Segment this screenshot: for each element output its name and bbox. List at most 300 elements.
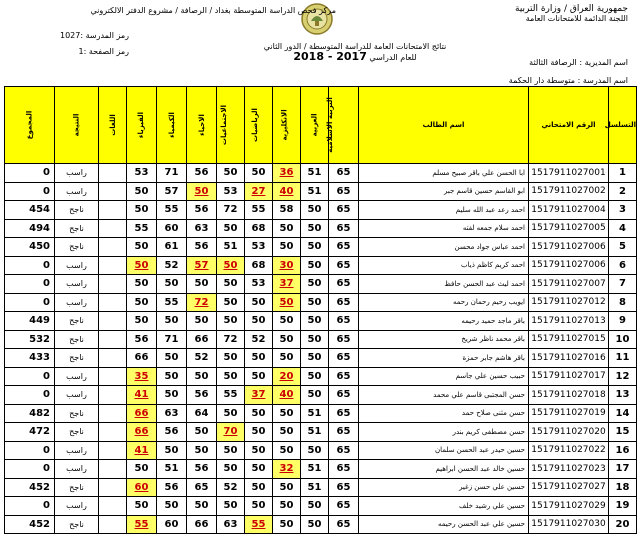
subject-score: 50 [245, 293, 273, 312]
subject-score: 50 [127, 256, 157, 275]
subject-score: 37 [245, 386, 273, 405]
subject-score [99, 275, 127, 294]
subject-score [99, 182, 127, 201]
subject-score [99, 478, 127, 497]
subject-score: 50 [273, 478, 301, 497]
column-header-label: الرياضيات [251, 108, 260, 142]
total-score: 532 [5, 330, 55, 349]
subject-score: 50 [127, 182, 157, 201]
row-seq: 3 [609, 201, 637, 220]
subject-score: 51 [301, 478, 329, 497]
subject-score: 60 [157, 219, 187, 238]
subject-score: 65 [329, 460, 359, 479]
exam-number: 1517911027027 [529, 478, 609, 497]
subject-score: 50 [245, 478, 273, 497]
column-header-label: الفيزياء [137, 111, 146, 139]
result-status: راسب [55, 275, 99, 294]
subject-score: 72 [217, 201, 245, 220]
subject-score: 57 [187, 256, 217, 275]
exam-number: 1517911027013 [529, 312, 609, 331]
total-score: 452 [5, 478, 55, 497]
subject-score: 20 [273, 367, 301, 386]
student-name: حسين علي حسن زغير [359, 478, 529, 497]
subject-score: 50 [217, 164, 245, 183]
table-row [5, 201, 637, 220]
result-status: ناجح [55, 478, 99, 497]
subject-score: 50 [245, 441, 273, 460]
result-status: ناجح [55, 349, 99, 368]
subject-score: 61 [157, 238, 187, 257]
subject-score: 52 [245, 330, 273, 349]
column-header [157, 87, 187, 164]
subject-score: 55 [157, 201, 187, 220]
subject-score: 57 [157, 182, 187, 201]
subject-score: 50 [217, 349, 245, 368]
column-header-label: الكيمياء [167, 112, 176, 138]
exam-number: 1517911027007 [529, 275, 609, 294]
row-seq: 5 [609, 238, 637, 257]
subject-score: 66 [127, 423, 157, 442]
subject-score: 50 [157, 349, 187, 368]
subject-score: 50 [301, 515, 329, 534]
subject-score: 36 [273, 164, 301, 183]
row-seq: 8 [609, 293, 637, 312]
table-row [5, 312, 637, 331]
subject-score: 50 [245, 497, 273, 516]
subject-score [99, 256, 127, 275]
total-score: 482 [5, 404, 55, 423]
subject-score: 41 [127, 386, 157, 405]
total-score: 0 [5, 293, 55, 312]
subject-score: 50 [217, 367, 245, 386]
total-score: 0 [5, 275, 55, 294]
subject-score: 58 [273, 201, 301, 220]
student-name: حسن المجتبى قاسم علي محمد [359, 386, 529, 405]
subject-score: 65 [329, 275, 359, 294]
subject-score [99, 312, 127, 331]
column-header [301, 87, 329, 164]
school-value: متوسطة دار الحكمة [508, 76, 576, 85]
row-seq: 9 [609, 312, 637, 331]
result-status: راسب [55, 293, 99, 312]
exam-number: 1517911027016 [529, 349, 609, 368]
subject-score: 50 [245, 423, 273, 442]
student-name: حسين حيدر عبد الحسن سلمان [359, 441, 529, 460]
subject-score: 40 [273, 182, 301, 201]
student-name: احمد سلام جمعه لفته [359, 219, 529, 238]
subject-score [99, 238, 127, 257]
student-name: حسين علي رشيد خلف [359, 497, 529, 516]
subject-score: 66 [187, 515, 217, 534]
subject-score: 66 [127, 349, 157, 368]
student-name: حسن مصطفى كريم بندر [359, 423, 529, 442]
table-row [5, 441, 637, 460]
total-score: 494 [5, 219, 55, 238]
table-row [5, 423, 637, 442]
total-score: 450 [5, 238, 55, 257]
subject-score: 65 [329, 515, 359, 534]
subject-score: 50 [273, 497, 301, 516]
subject-score: 32 [273, 460, 301, 479]
column-header-label: العربية [310, 113, 319, 137]
subject-score: 72 [187, 293, 217, 312]
subject-score: 50 [187, 275, 217, 294]
subject-score: 50 [301, 349, 329, 368]
subject-score: 50 [157, 497, 187, 516]
subject-score: 64 [187, 404, 217, 423]
subject-score: 50 [217, 441, 245, 460]
subject-score: 56 [187, 386, 217, 405]
subject-score: 51 [301, 164, 329, 183]
school-info-block [509, 54, 628, 90]
column-header [187, 87, 217, 164]
subject-score: 50 [127, 238, 157, 257]
subject-score: 50 [245, 349, 273, 368]
result-status: راسب [55, 441, 99, 460]
subject-score: 50 [217, 275, 245, 294]
subject-score: 65 [329, 386, 359, 405]
subject-score [99, 386, 127, 405]
subject-score: 55 [157, 293, 187, 312]
column-header [359, 87, 529, 164]
subject-score: 56 [187, 238, 217, 257]
subject-score: 50 [273, 312, 301, 331]
subject-score: 50 [273, 349, 301, 368]
subject-score [99, 423, 127, 442]
header-center-info [36, 6, 336, 16]
student-name: باقر هاشم جابر حمزة [359, 349, 529, 368]
subject-score: 41 [127, 441, 157, 460]
exam-number: 1517911027006 [529, 238, 609, 257]
subject-score: 50 [157, 441, 187, 460]
school-code-value: 1027 [60, 31, 81, 40]
subject-score: 50 [157, 312, 187, 331]
column-header-label: الرقم الامتحاني [541, 121, 596, 129]
total-score: 472 [5, 423, 55, 442]
student-name: احمد ليث عبد الحسن حافظ [359, 275, 529, 294]
exam-number: 1517911027023 [529, 460, 609, 479]
student-name: حسين علي عبد الحسن رحيمه [359, 515, 529, 534]
subject-score: 65 [329, 182, 359, 201]
subject-score: 30 [273, 256, 301, 275]
subject-score: 50 [301, 219, 329, 238]
school-label: اسم المدرسة : [577, 76, 628, 85]
column-header-label: التسلسل [604, 121, 636, 129]
subject-score: 50 [217, 497, 245, 516]
total-score: 0 [5, 441, 55, 460]
result-status: راسب [55, 367, 99, 386]
column-header-label: اللغات [108, 114, 117, 136]
table-row [5, 275, 637, 294]
page-code-label: رمز الصفحة : [83, 47, 130, 56]
column-header [529, 87, 609, 164]
subject-score: 65 [329, 497, 359, 516]
subject-score: 50 [301, 256, 329, 275]
student-name: حبيب حسين علي جاسم [359, 367, 529, 386]
table-row [5, 219, 637, 238]
student-name: حسين خالد عبد الحسن ابراهيم [359, 460, 529, 479]
subject-score: 50 [187, 312, 217, 331]
subject-score: 65 [329, 219, 359, 238]
total-score: 454 [5, 201, 55, 220]
exam-number: 1517911027019 [529, 404, 609, 423]
subject-score: 55 [245, 515, 273, 534]
exam-number: 1517911027015 [529, 330, 609, 349]
subject-score: 52 [157, 256, 187, 275]
subject-score: 50 [301, 275, 329, 294]
subject-score: 68 [245, 256, 273, 275]
row-seq: 18 [609, 478, 637, 497]
student-name: ابا الحسن علي باقر صبيح مسلم [359, 164, 529, 183]
subject-score: 72 [217, 330, 245, 349]
row-seq: 15 [609, 423, 637, 442]
subject-score: 65 [329, 312, 359, 331]
subject-score: 50 [217, 256, 245, 275]
ministry-line: جمهورية العراق / وزارة التربية [515, 4, 628, 14]
subject-score: 50 [245, 312, 273, 331]
row-seq: 10 [609, 330, 637, 349]
column-header [127, 87, 157, 164]
result-status: ناجح [55, 238, 99, 257]
column-header-label: اسم الطالب [422, 121, 465, 129]
header-ministry [515, 4, 628, 24]
subject-score: 65 [329, 293, 359, 312]
student-name: حسن مثنى صلاح حمد [359, 404, 529, 423]
subject-score: 51 [157, 460, 187, 479]
result-status: راسب [55, 460, 99, 479]
subject-score: 50 [127, 497, 157, 516]
column-header-label: الانكليزية [280, 109, 289, 141]
result-status: ناجح [55, 219, 99, 238]
subject-score: 35 [127, 367, 157, 386]
subject-score: 52 [187, 349, 217, 368]
year-label: للعام الدراسي [369, 53, 417, 62]
subject-score: 71 [157, 164, 187, 183]
exam-number: 1517911027030 [529, 515, 609, 534]
subject-score: 65 [329, 367, 359, 386]
total-score: 0 [5, 367, 55, 386]
row-seq: 4 [609, 219, 637, 238]
subject-score [99, 460, 127, 479]
table-row [5, 367, 637, 386]
subject-score: 66 [187, 330, 217, 349]
subject-score: 65 [329, 478, 359, 497]
center-line: مركز فحص الدراسة المتوسطة بغداد / الرصافة / مشروع الدفتر الالكتروني [90, 6, 336, 15]
subject-score: 50 [273, 238, 301, 257]
subject-score: 65 [329, 238, 359, 257]
subject-score [99, 219, 127, 238]
row-seq: 16 [609, 441, 637, 460]
subject-score: 55 [127, 219, 157, 238]
subject-score: 50 [187, 497, 217, 516]
exam-number: 1517911027004 [529, 201, 609, 220]
subject-score: 65 [329, 349, 359, 368]
subject-score [99, 330, 127, 349]
subject-score: 65 [329, 423, 359, 442]
column-header-label: الاحياء [197, 114, 206, 136]
total-score: 0 [5, 164, 55, 183]
subject-score: 65 [329, 404, 359, 423]
subject-score: 50 [245, 404, 273, 423]
subject-score: 65 [187, 478, 217, 497]
row-seq: 6 [609, 256, 637, 275]
subject-score: 50 [127, 275, 157, 294]
result-status: راسب [55, 386, 99, 405]
subject-score [99, 293, 127, 312]
subject-score: 55 [127, 515, 157, 534]
column-header [5, 87, 55, 164]
subject-score: 50 [157, 386, 187, 405]
subject-score: 50 [273, 293, 301, 312]
subject-score: 50 [157, 367, 187, 386]
column-header [326, 87, 359, 164]
result-status: راسب [55, 182, 99, 201]
subject-score: 50 [301, 497, 329, 516]
subject-score: 50 [127, 312, 157, 331]
student-name: احمد رعد عبد الله سليم [359, 201, 529, 220]
column-header [55, 87, 99, 164]
result-status: راسب [55, 164, 99, 183]
exam-number: 1517911027020 [529, 423, 609, 442]
table-row [5, 404, 637, 423]
table-row [5, 238, 637, 257]
student-name: ايويب رحيم رحمان رحمه [359, 293, 529, 312]
column-header-label: النتيجة [72, 113, 81, 137]
row-seq: 12 [609, 367, 637, 386]
results-title-line: نتائج الامتحانات العامة للدراسة المتوسطة / الدور الثاني [263, 42, 447, 51]
subject-score [99, 404, 127, 423]
subject-score: 50 [301, 238, 329, 257]
subject-score: 50 [301, 441, 329, 460]
page-code-value: 1 [78, 47, 84, 56]
school-code-label: رمز المدرسة : [80, 31, 130, 40]
subject-score: 50 [127, 460, 157, 479]
subject-score: 50 [187, 441, 217, 460]
subject-score: 53 [127, 164, 157, 183]
subject-score: 56 [187, 201, 217, 220]
column-header [273, 87, 301, 164]
subject-score: 55 [217, 386, 245, 405]
subject-score [99, 497, 127, 516]
table-row [5, 293, 637, 312]
subject-score: 65 [329, 164, 359, 183]
table-row [5, 478, 637, 497]
subject-score [99, 367, 127, 386]
subject-score [99, 164, 127, 183]
results-table [4, 86, 637, 534]
subject-score: 50 [301, 386, 329, 405]
subject-score: 50 [301, 201, 329, 220]
subject-score: 65 [329, 330, 359, 349]
subject-score [99, 349, 127, 368]
exam-number: 1517911027012 [529, 293, 609, 312]
total-score: 433 [5, 349, 55, 368]
subject-score: 50 [245, 367, 273, 386]
student-name: ابو القاسم حسين قاسم جبر [359, 182, 529, 201]
subject-score: 50 [245, 460, 273, 479]
subject-score: 70 [217, 423, 245, 442]
subject-score: 40 [273, 386, 301, 405]
subject-score: 37 [273, 275, 301, 294]
subject-score: 65 [329, 256, 359, 275]
column-header-label: التربية الاسلامية [326, 97, 335, 153]
row-seq: 1 [609, 164, 637, 183]
subject-score: 50 [273, 441, 301, 460]
results-title [240, 42, 470, 63]
subject-score: 60 [127, 478, 157, 497]
school-code-block [60, 28, 129, 60]
subject-score: 51 [217, 238, 245, 257]
student-name: باقر ماجد حميد رحيمه [359, 312, 529, 331]
subject-score: 50 [217, 219, 245, 238]
row-seq: 7 [609, 275, 637, 294]
row-seq: 19 [609, 497, 637, 516]
student-name: احمد كريم كاظم ذياب [359, 256, 529, 275]
subject-score: 55 [245, 201, 273, 220]
result-status: ناجح [55, 423, 99, 442]
subject-score: 56 [157, 423, 187, 442]
subject-score: 56 [187, 460, 217, 479]
subject-score: 51 [301, 423, 329, 442]
subject-score: 50 [187, 182, 217, 201]
total-score: 0 [5, 386, 55, 405]
table-body [5, 164, 637, 534]
subject-score: 60 [157, 515, 187, 534]
row-seq: 13 [609, 386, 637, 405]
table-header-row [5, 87, 637, 164]
result-status: ناجح [55, 330, 99, 349]
result-status: راسب [55, 256, 99, 275]
subject-score [99, 201, 127, 220]
academic-year: 2017 - 2018 [293, 50, 367, 63]
subject-score: 65 [329, 201, 359, 220]
subject-score: 53 [245, 275, 273, 294]
table-row [5, 515, 637, 534]
subject-score: 71 [157, 330, 187, 349]
subject-score: 51 [301, 460, 329, 479]
column-header [604, 87, 637, 164]
exam-number: 1517911027018 [529, 386, 609, 405]
subject-score: 53 [217, 182, 245, 201]
row-seq: 11 [609, 349, 637, 368]
directorate-label: اسم المديرية : [579, 58, 628, 67]
subject-score: 50 [157, 275, 187, 294]
table-row [5, 330, 637, 349]
subject-score: 56 [157, 478, 187, 497]
result-status: ناجح [55, 404, 99, 423]
subject-score: 50 [217, 460, 245, 479]
exam-number: 1517911027005 [529, 219, 609, 238]
result-status: راسب [55, 497, 99, 516]
column-header-label: المجموع [25, 110, 34, 140]
subject-score: 50 [273, 330, 301, 349]
column-header-label: الاجتماعيات [219, 104, 228, 146]
exam-number: 1517911027017 [529, 367, 609, 386]
row-seq: 2 [609, 182, 637, 201]
row-seq: 20 [609, 515, 637, 534]
row-seq: 14 [609, 404, 637, 423]
student-name: احمد عباس جواد محسن [359, 238, 529, 257]
subject-score: 50 [273, 404, 301, 423]
total-score: 0 [5, 256, 55, 275]
subject-score: 63 [217, 515, 245, 534]
subject-score: 50 [245, 164, 273, 183]
subject-score: 65 [329, 441, 359, 460]
committee-line: اللجنة الدائمة للامتحانات العامة [525, 14, 628, 23]
row-seq: 17 [609, 460, 637, 479]
subject-score: 51 [301, 404, 329, 423]
subject-score: 50 [301, 312, 329, 331]
